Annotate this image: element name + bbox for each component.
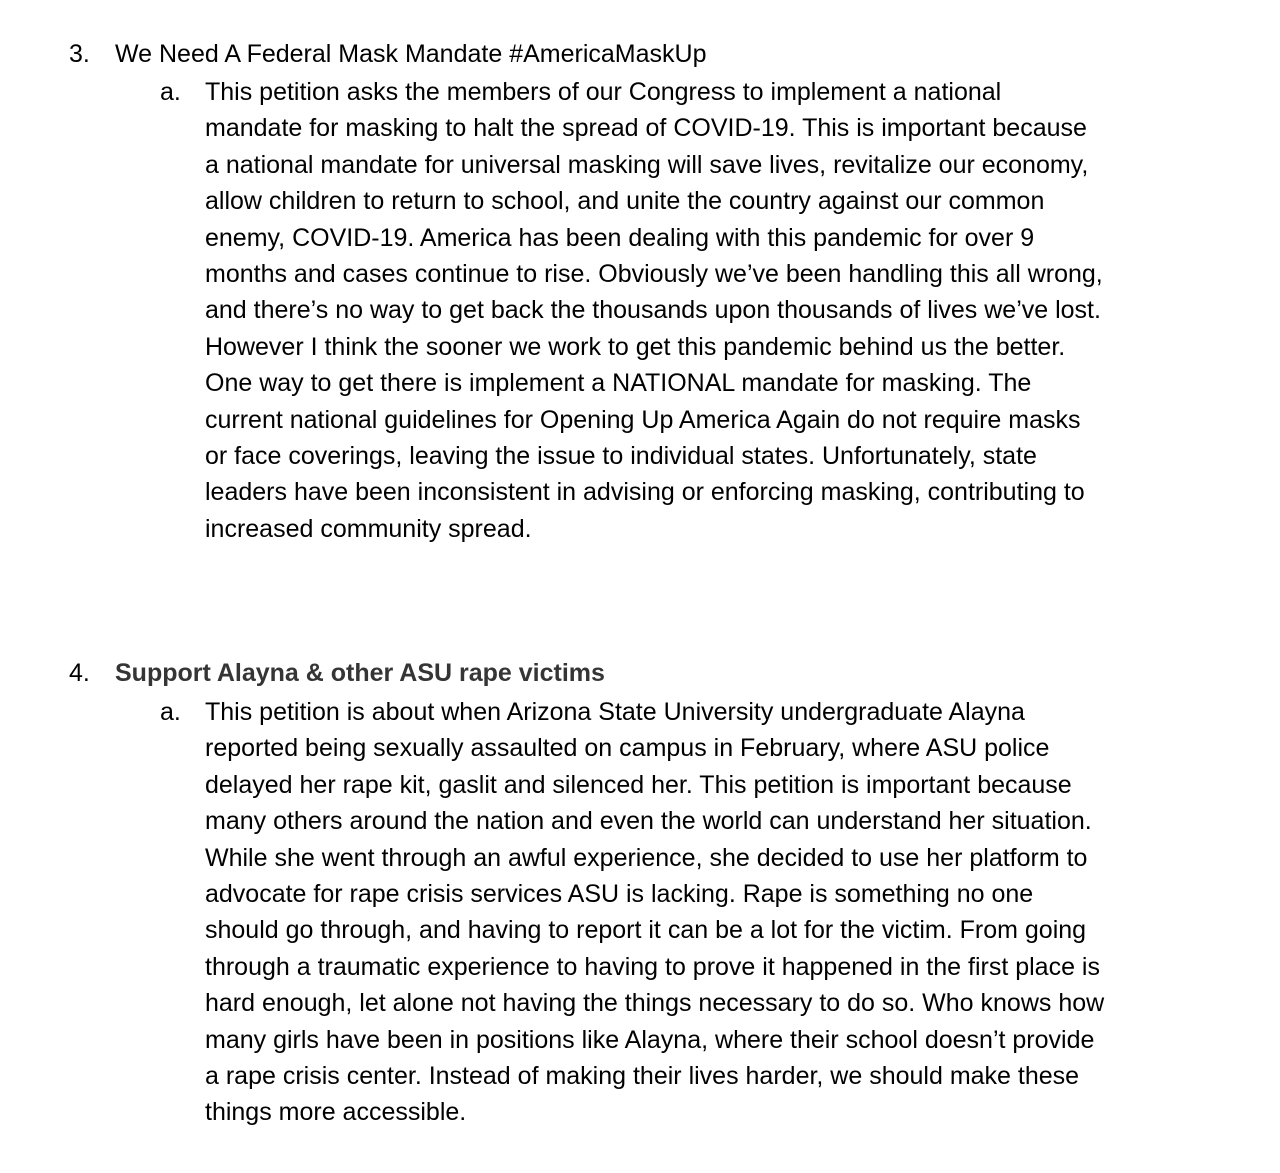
body-line: delayed her rape kit, gaslit and silenced her. This petition is important because [205, 770, 1072, 799]
body-line: current national guidelines for Opening Up America Again do not require masks [205, 405, 1081, 434]
body-line: enemy, COVID-19. America has been dealing with this pandemic for over 9 [205, 223, 1035, 252]
body-line: or face coverings, leaving the issue to individual states. Unfortunately, state [205, 442, 1037, 471]
body-line: and there’s no way to get back the thousands upon thousands of lives we’ve lost. [205, 296, 1101, 325]
body-line: things more accessible. [205, 1098, 467, 1127]
body-line: should go through, and having to report it can be a lot for the victim. From going [205, 916, 1087, 945]
body-line: This petition is about when Arizona State University undergraduate Alayna [205, 698, 1025, 726]
sub-item-letter: a. [160, 698, 181, 726]
body-line: months and cases continue to rise. Obviously we’ve been handling this all wrong, [205, 260, 1103, 289]
body-line: One way to get there is implement a NATIONAL mandate for masking. The [205, 369, 1032, 398]
body-line: This petition asks the members of our Congress to implement a national [205, 78, 1002, 106]
body-line: While she went through an awful experience, she decided to use her platform to [205, 843, 1088, 872]
body-line: allow children to return to school, and unite the country against our common [205, 187, 1045, 216]
body-line: leaders have been inconsistent in advising or enforcing masking, contributing to [205, 478, 1085, 507]
item-number: 3. [69, 40, 90, 68]
sub-item-body [205, 694, 1104, 1131]
body-line: many others around the nation and even the world can understand her situation. [205, 807, 1092, 836]
body-line: a national mandate for universal masking will save lives, revitalize our economy, [205, 150, 1089, 179]
body-line: a rape crisis center. Instead of making their lives harder, we should make these [205, 1062, 1080, 1091]
body-line: increased community spread. [205, 514, 532, 543]
body-line: mandate for masking to halt the spread of COVID-19. This is important because [205, 114, 1087, 143]
body-line: through a traumatic experience to having to prove it happened in the first place is [205, 952, 1100, 981]
sub-item-body [205, 74, 1103, 547]
body-line: reported being sexually assaulted on campus in February, where ASU police [205, 734, 1050, 763]
item-number: 4. [69, 659, 90, 687]
body-line: many girls have been in positions like Alayna, where their school doesn’t provide [205, 1025, 1095, 1054]
body-line: hard enough, let alone not having the things necessary to do so. Who knows how [205, 989, 1105, 1018]
sub-item-letter: a. [160, 78, 181, 106]
item-title: Support Alayna & other ASU rape victims [115, 659, 605, 687]
body-line: However I think the sooner we work to get this pandemic behind us the better. [205, 332, 1066, 361]
body-line: advocate for rape crisis services ASU is lacking. Rape is something no one [205, 880, 1034, 909]
item-title: We Need A Federal Mask Mandate #AmericaMaskUp [115, 40, 707, 68]
